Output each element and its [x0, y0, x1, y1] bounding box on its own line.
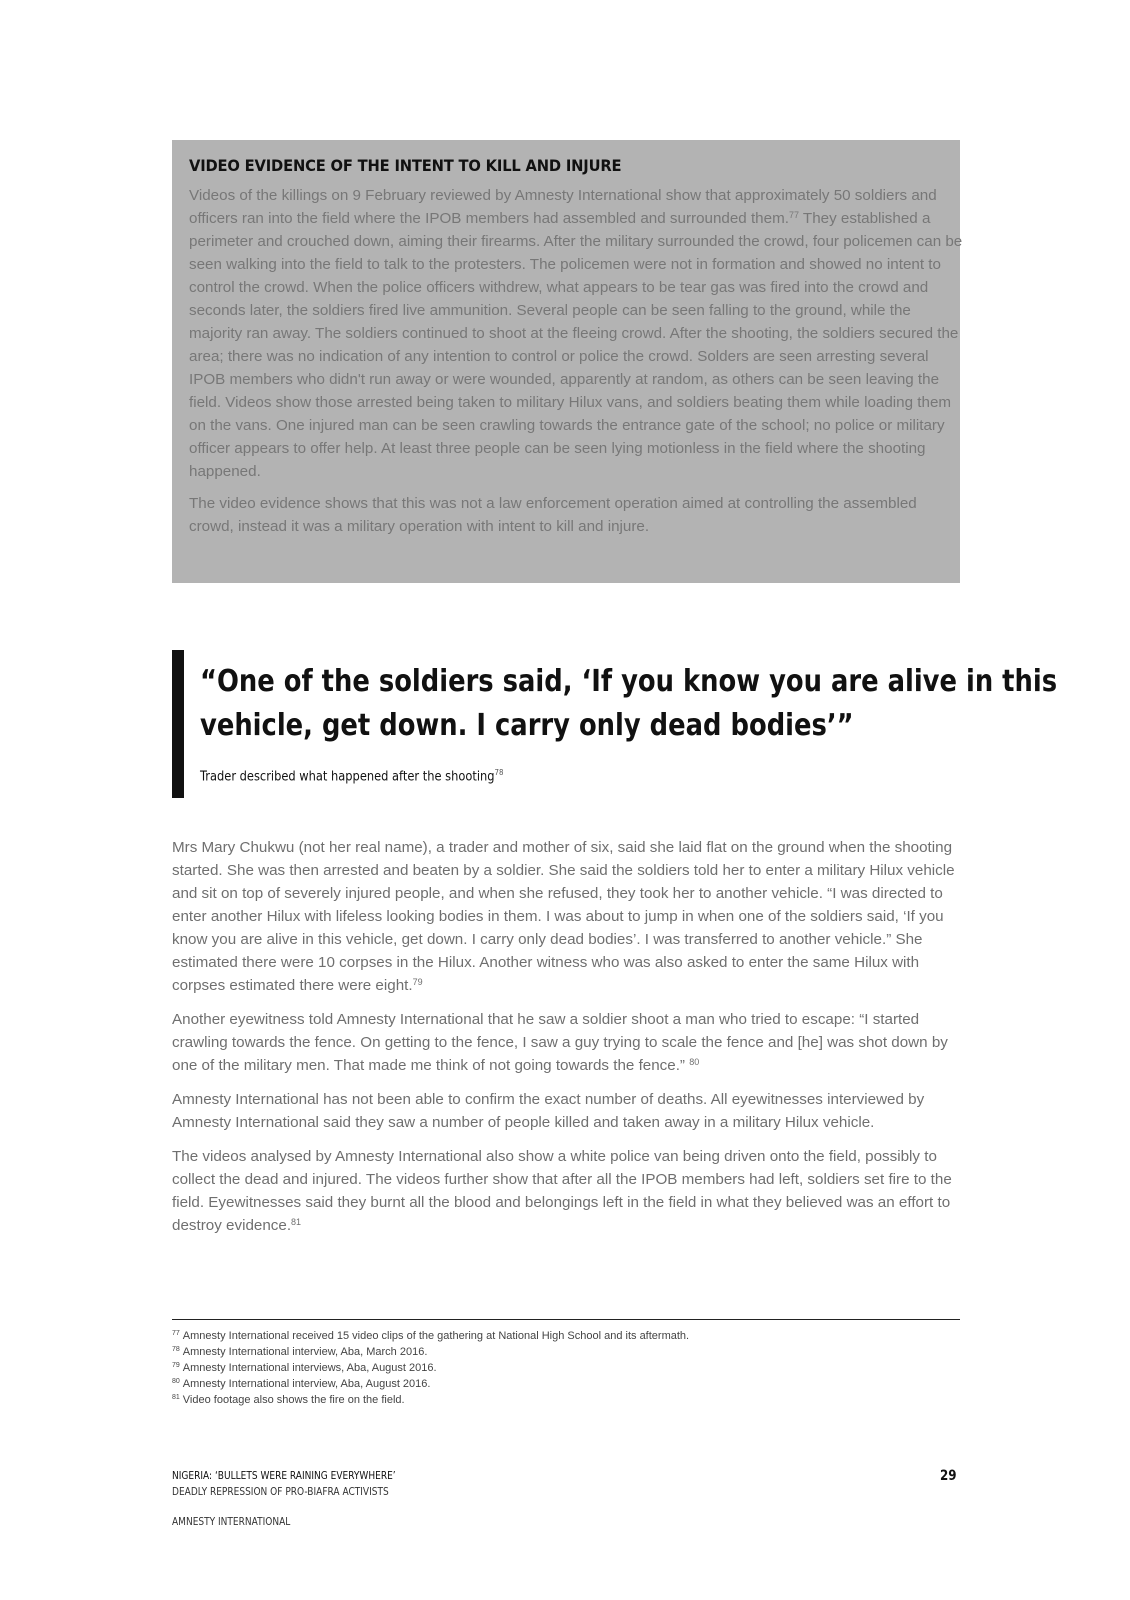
footnote-text: Amnesty International interviews, Aba, August 2016.	[182, 1362, 437, 1374]
body-paragraph-1-text: Mrs Mary Chukwu (not her real name), a trader and mother of six, said she laid flat on the ground when the shooting started. She was then arrested and beaten by a soldier. She said the soldiers told her to enter a military Hilux vehicle and sit on top of severely injured people, and when she refused, they took her to another vehicle. “I was directed to enter another Hilux with lifeless looking bodies in them. I was about to jump in when one of the soldiers said, ‘If you know you are alive in this vehicle, get down. I carry only dead bodies’. I was transferred to another vehicle.” She estimated there were 10 corpses in the Hilux. Another witness who was also asked to enter the same Hilux with corpses estimated there were eight.	[172, 839, 955, 994]
footnote-divider	[172, 1319, 960, 1320]
footnote-ref-78[interactable]: 78	[494, 768, 504, 777]
footnote-79	[172, 1360, 962, 1376]
footer-report-title: NIGERIA: ‘BULLETS WERE RAINING EVERYWHERE’	[172, 1469, 396, 1482]
pull-quote-line-2: vehicle, get down. I carry only dead bodies’”	[200, 708, 854, 743]
box-paragraph-1	[189, 184, 964, 483]
footnote-ref-80[interactable]: 80	[689, 1057, 700, 1067]
box-paragraph-1-rest: They established a perimeter and crouched down, aiming their firearms. After the military surrounded the crowd, four policemen can be seen walking into the field to talk to the protesters. The policemen were not in formation and showed no intent to control the crowd. When the police officers withdrew, what appears to be tear gas was fired into the crowd and seconds later, the soldiers fired live ammunition. Several people can be seen falling to the ground, while the majority ran away. The soldiers continued to shoot at the fleeing crowd. After the shooting, the soldiers secured the area; there was no indication of any intention to control or police the crowd. Solders are seen arresting several IPOB members who didn't run away or were wounded, apparently at random, as others can be seen leaving the field. Videos show those arrested being taken to military Hilux vans, and soldiers beating them while loading them on the vans. One injured man can be seen crawling towards the entrance gate of the school; no police or military officer appears to offer help. At least three people can be seen lying motionless in the field where the shooting happened.	[189, 210, 963, 480]
body-paragraph-2	[172, 1008, 962, 1077]
pull-quote	[200, 660, 1058, 748]
body-text	[172, 836, 962, 1248]
footnote-text: Amnesty International received 15 video clips of the gathering at National High School and its aftermath.	[182, 1330, 690, 1342]
footnote-ref-77[interactable]: 77	[788, 210, 799, 220]
body-paragraph-3: Amnesty International has not been able to confirm the exact number of deaths. All eyewitnesses interviewed by Amnesty International said they saw a number of people killed and taken away in a military Hilux vehicle.	[172, 1091, 925, 1131]
footnote-text: Video footage also shows the fire on the field.	[182, 1394, 405, 1406]
page-number: 29	[940, 1468, 957, 1484]
box-title: VIDEO EVIDENCE OF THE INTENT TO KILL AND INJURE	[189, 156, 622, 175]
footnote-number: 79	[172, 1362, 180, 1369]
body-paragraph-4-text: The videos analysed by Amnesty International also show a white police van being driven onto the field, possibly to collect the dead and injured. The videos further show that after all the IPOB members had left, soldiers set fire to the field. Eyewitnesses said they burnt all the blood and belongings left in the field in what they believed was an effort to destroy evidence.	[172, 1148, 952, 1234]
box-paragraph-1-text: Videos of the killings on 9 February reviewed by Amnesty International show that approximately 50 soldiers and officers ran into the field where the IPOB members had assembled and surrounded them.	[189, 187, 937, 227]
footnote-number: 81	[172, 1394, 180, 1401]
quote-bar	[172, 650, 184, 798]
quote-attribution-text: Trader described what happened after the shooting	[200, 769, 495, 785]
body-paragraph-1	[172, 836, 962, 997]
video-evidence-box	[172, 140, 963, 583]
footnote-text: Amnesty International interview, Aba, March 2016.	[182, 1346, 428, 1358]
footnote-number: 80	[172, 1378, 180, 1385]
box-paragraph-2: The video evidence shows that this was not a law enforcement operation aimed at controlling the assembled crowd, instead it was a military operation with intent to kill and injure.	[189, 495, 917, 535]
footnote-80	[172, 1376, 962, 1392]
footnote-number: 77	[172, 1330, 180, 1337]
pull-quote-line-1: “One of the soldiers said, ‘If you know you are alive in this	[200, 664, 1058, 699]
footnote-text: Amnesty International interview, Aba, August 2016.	[182, 1378, 431, 1390]
footnote-81	[172, 1392, 962, 1408]
footnote-ref-81[interactable]: 81	[291, 1217, 302, 1227]
body-paragraph-2-text: Another eyewitness told Amnesty International that he saw a soldier shoot a man who tried to escape: “I started crawling towards the fence. On getting to the fence, I saw a guy trying to scale the fence and [he] was shot down by one of the military men. That made me think of not going towards the fence.”	[172, 1011, 948, 1074]
footnote-77	[172, 1328, 962, 1344]
page-footer	[172, 1468, 445, 1530]
footnotes	[172, 1328, 962, 1408]
footnote-78	[172, 1344, 962, 1360]
footer-organization: AMNESTY INTERNATIONAL	[172, 1515, 291, 1528]
quote-attribution	[200, 768, 504, 784]
body-paragraph-4	[172, 1145, 962, 1237]
footer-subtitle: DEADLY REPRESSION OF PRO-BIAFRA ACTIVISTS	[172, 1485, 389, 1498]
footnote-ref-79[interactable]: 79	[412, 977, 423, 987]
footnote-number: 78	[172, 1346, 180, 1353]
